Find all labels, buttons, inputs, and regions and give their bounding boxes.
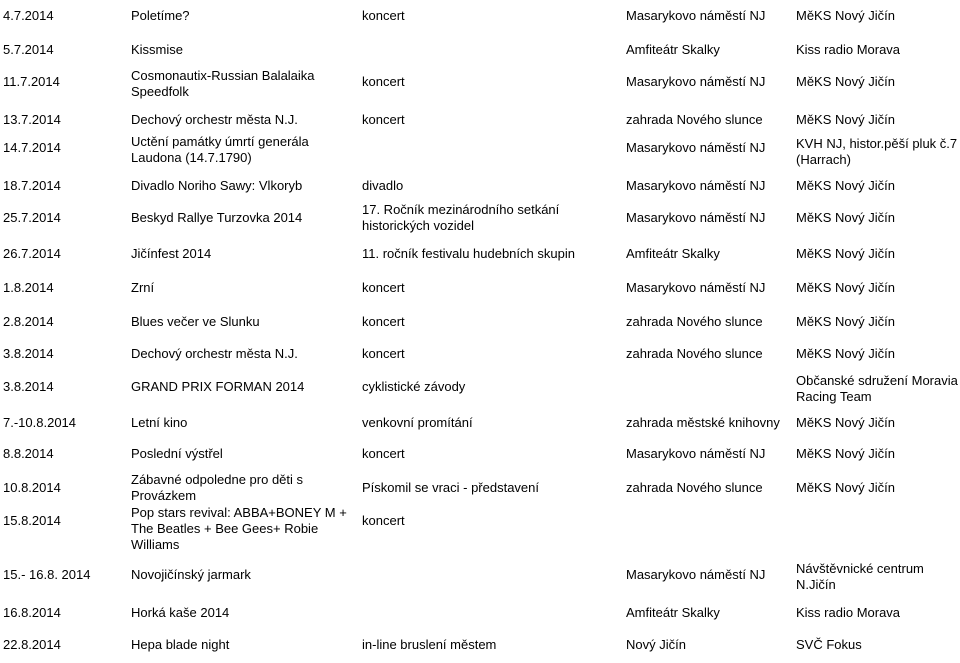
event-cell: Uctění památky úmrtí generála Laudona (14.7.1790) xyxy=(131,134,309,165)
event-cell: Hepa blade night xyxy=(131,637,230,652)
type-cell: cyklistické závody xyxy=(362,379,466,394)
table-row xyxy=(0,272,960,306)
event-cell: Zábavné odpoledne pro děti s Provázkem xyxy=(131,472,304,503)
type-cell: venkovní promítání xyxy=(362,415,473,430)
place-cell: Masarykovo náměstí NJ xyxy=(626,567,766,582)
organizer-cell: MěKS Nový Jičín xyxy=(796,480,895,495)
table-row xyxy=(0,407,960,438)
date-cell: 22.8.2014 xyxy=(3,637,61,652)
event-cell: Novojičínský jarmark xyxy=(131,567,251,582)
date-cell: 10.8.2014 xyxy=(3,480,61,495)
place-cell: Amfiteátr Skalky xyxy=(626,42,720,57)
table-row xyxy=(0,597,960,629)
organizer-cell: MěKS Nový Jičín xyxy=(796,178,895,193)
organizer-cell: SVČ Fokus xyxy=(796,637,862,652)
place-cell: Masarykovo náměstí NJ xyxy=(626,8,766,23)
organizer-cell: Kiss radio Morava xyxy=(796,42,901,57)
organizer-cell: MěKS Nový Jičín xyxy=(796,112,895,127)
place-cell: Masarykovo náměstí NJ xyxy=(626,446,766,461)
event-cell: Letní kino xyxy=(131,415,188,430)
date-cell: 5.7.2014 xyxy=(3,42,54,57)
date-cell: 16.8.2014 xyxy=(3,605,61,620)
place-cell: Masarykovo náměstí NJ xyxy=(626,74,766,89)
date-cell: 4.7.2014 xyxy=(3,8,54,23)
table-row xyxy=(0,306,960,338)
date-cell: 7.-10.8.2014 xyxy=(3,415,77,430)
organizer-cell: MěKS Nový Jičín xyxy=(796,280,895,295)
organizer-cell: MěKS Nový Jičín xyxy=(796,74,895,89)
organizer-cell: Návštěvnické centrum N.Jičín xyxy=(796,561,924,592)
event-cell: Beskyd Rallye Turzovka 2014 xyxy=(131,210,303,225)
organizer-cell: MěKS Nový Jičín xyxy=(796,346,895,361)
table-row xyxy=(0,238,960,272)
table-row xyxy=(0,371,960,407)
place-cell: Masarykovo náměstí NJ xyxy=(626,280,766,295)
type-cell: koncert xyxy=(362,446,405,461)
type-cell: 11. ročník festivalu hudebních skupin xyxy=(362,246,575,261)
place-cell: zahrada Nového slunce xyxy=(626,112,763,127)
event-cell: Dechový orchestr města N.J. xyxy=(131,112,298,127)
event-cell: Kissmise xyxy=(131,42,184,57)
table-row xyxy=(0,132,960,170)
table-row xyxy=(0,505,960,559)
table-row xyxy=(0,202,960,238)
place-cell: zahrada Nového slunce xyxy=(626,346,763,361)
organizer-cell: MěKS Nový Jičín xyxy=(796,210,895,225)
date-cell: 11.7.2014 xyxy=(3,74,60,89)
organizer-cell: KVH NJ, histor.pěší pluk č.7 (Harrach) xyxy=(796,136,958,167)
table-row xyxy=(0,472,960,505)
type-cell: koncert xyxy=(362,314,405,329)
table-row xyxy=(0,629,960,663)
place-cell: zahrada Nového slunce xyxy=(626,480,763,495)
type-cell: divadlo xyxy=(362,178,404,193)
event-cell: Jičínfest 2014 xyxy=(131,246,212,261)
place-cell: Masarykovo náměstí NJ xyxy=(626,178,766,193)
event-cell: Dechový orchestr města N.J. xyxy=(131,346,298,361)
date-cell: 3.8.2014 xyxy=(3,379,54,394)
organizer-cell: MěKS Nový Jičín xyxy=(796,314,895,329)
table-row xyxy=(0,559,960,597)
organizer-cell: Občanské sdružení Moravia Racing Team xyxy=(796,373,958,404)
event-cell: Blues večer ve Slunku xyxy=(131,314,260,329)
type-cell: 17. Ročník mezinárodního setkání historických vozidel xyxy=(362,202,560,233)
type-cell: Pískomil se vraci - představení xyxy=(362,480,540,495)
organizer-cell: MěKS Nový Jičín xyxy=(796,8,895,23)
date-cell: 13.7.2014 xyxy=(3,112,61,127)
date-cell: 15.- 16.8. 2014 xyxy=(3,567,91,582)
event-cell: Pop stars revival: ABBA+BONEY M + The Beatles + Bee Gees+ Robie Williams xyxy=(131,505,347,552)
date-cell: 1.8.2014 xyxy=(3,280,54,295)
place-cell: zahrada městské knihovny xyxy=(626,415,780,430)
type-cell: koncert xyxy=(362,112,405,127)
date-cell: 8.8.2014 xyxy=(3,446,54,461)
table-row xyxy=(0,170,960,202)
table-row xyxy=(0,338,960,371)
table-row xyxy=(0,438,960,472)
organizer-cell: MěKS Nový Jičín xyxy=(796,415,895,430)
place-cell: Amfiteátr Skalky xyxy=(626,246,720,261)
place-cell: Amfiteátr Skalky xyxy=(626,605,720,620)
event-cell: Poletíme? xyxy=(131,8,190,23)
type-cell: koncert xyxy=(362,346,405,361)
event-cell: Poslední výstřel xyxy=(131,446,223,461)
organizer-cell: Kiss radio Morava xyxy=(796,605,901,620)
table-row xyxy=(0,104,960,132)
date-cell: 26.7.2014 xyxy=(3,246,61,261)
table-row xyxy=(0,0,960,34)
organizer-cell: MěKS Nový Jičín xyxy=(796,246,895,261)
organizer-cell: MěKS Nový Jičín xyxy=(796,446,895,461)
place-cell: Masarykovo náměstí NJ xyxy=(626,140,766,155)
date-cell: 25.7.2014 xyxy=(3,210,61,225)
type-cell: koncert xyxy=(362,8,405,23)
event-cell: Horká kaše 2014 xyxy=(131,605,230,620)
type-cell: koncert xyxy=(362,74,405,89)
place-cell: Nový Jičín xyxy=(626,637,686,652)
table-row xyxy=(0,34,960,66)
date-cell: 2.8.2014 xyxy=(3,314,54,329)
date-cell: 14.7.2014 xyxy=(3,140,61,155)
type-cell: in-line bruslení městem xyxy=(362,637,497,652)
date-cell: 15.8.2014 xyxy=(3,513,61,528)
event-cell: Divadlo Noriho Sawy: Vlkoryb xyxy=(131,178,303,193)
event-cell: Cosmonautix-Russian Balalaika Speedfolk xyxy=(131,68,315,99)
place-cell: zahrada Nového slunce xyxy=(626,314,763,329)
table-row xyxy=(0,66,960,104)
type-cell: koncert xyxy=(362,280,405,295)
event-cell: Zrní xyxy=(131,280,155,295)
date-cell: 3.8.2014 xyxy=(3,346,54,361)
event-cell: GRAND PRIX FORMAN 2014 xyxy=(131,379,305,394)
type-cell: koncert xyxy=(362,513,405,528)
date-cell: 18.7.2014 xyxy=(3,178,61,193)
place-cell: Masarykovo náměstí NJ xyxy=(626,210,766,225)
